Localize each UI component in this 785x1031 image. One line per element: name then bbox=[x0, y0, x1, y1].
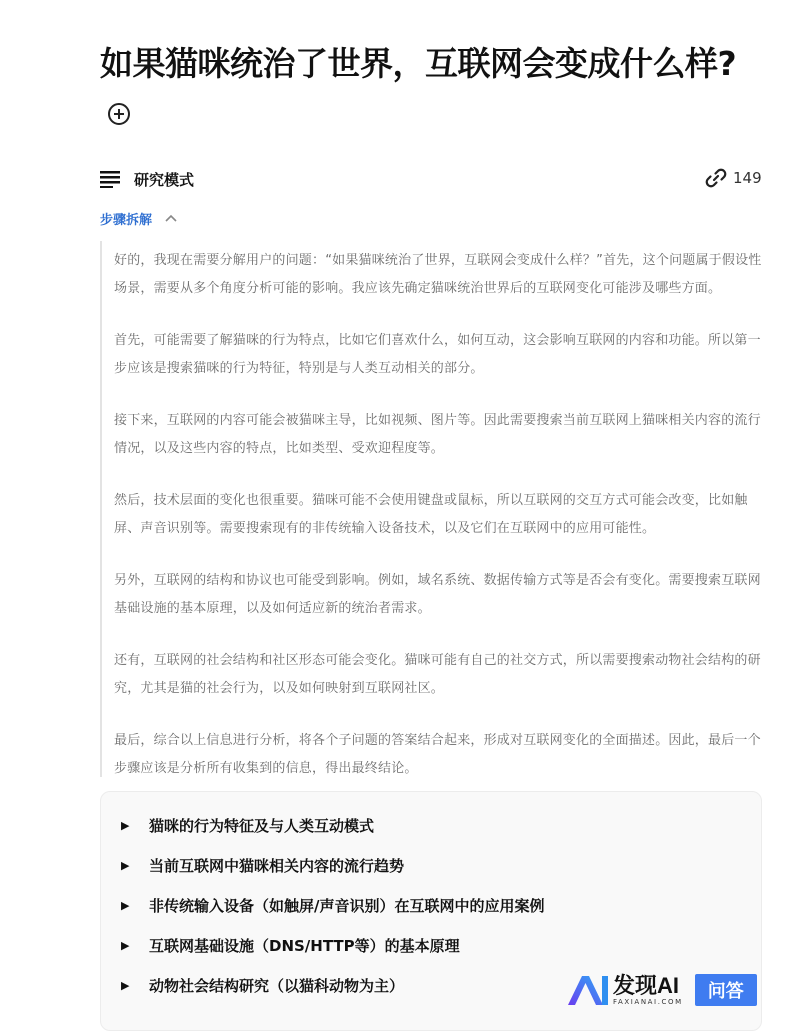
topic-label: 当前互联网中猫咪相关内容的流行趋势 bbox=[149, 856, 405, 875]
step-paragraph: 然后，技术层面的变化也很重要。猫咪可能不会使用键盘或鼠标，所以互联网的交互方式可能会改变，比如触屏、声音识别等。需要搜索现有的非传统输入设备技术，以及它们在互联网中的应用可能性。 bbox=[114, 493, 748, 536]
step-paragraph: 好的，我现在需要分解用户的问题：“如果猫咪统治了世界，互联网会变成什么样？”首先，这个问题属于假设性场景，需要从多个角度分析可能的影响。我应该先确定猫咪统治世界后的互联网变化可能涉及哪些方面。 bbox=[114, 253, 762, 296]
topic-item[interactable] bbox=[121, 813, 374, 837]
topic-item[interactable] bbox=[121, 893, 544, 917]
watermark-domain: FAXIANAI.COM bbox=[613, 997, 683, 1006]
topic-item[interactable] bbox=[121, 933, 460, 957]
menu-lines-icon bbox=[100, 168, 122, 190]
add-button[interactable] bbox=[106, 101, 132, 127]
caret-right-icon: ▶ bbox=[121, 858, 130, 872]
step-paragraph: 另外，互联网的结构和协议也可能受到影响。例如，域名系统、数据传输方式等是否会有变化。需要搜索互联网基础设施的基本原理，以及如何适应新的统治者需求。 bbox=[114, 573, 761, 616]
link-icon bbox=[703, 165, 729, 191]
step-paragraph: 接下来，互联网的内容可能会被猫咪主导，比如视频、图片等。因此需要搜索当前互联网上猫咪相关内容的流行情况，以及这些内容的特点，比如类型、受欢迎程度等。 bbox=[114, 413, 761, 456]
sources-link-button[interactable] bbox=[703, 164, 762, 192]
research-mode-label: 研究模式 bbox=[134, 170, 195, 189]
plus-circle-icon bbox=[107, 102, 131, 126]
topic-label: 互联网基础设施（DNS/HTTP等）的基本原理 bbox=[149, 936, 460, 955]
topic-item[interactable] bbox=[121, 853, 404, 877]
caret-right-icon: ▶ bbox=[121, 978, 130, 992]
caret-right-icon: ▶ bbox=[121, 818, 130, 832]
sources-count: 149 bbox=[733, 169, 762, 187]
steps-breakdown-panel bbox=[100, 241, 762, 777]
chevron-up-icon bbox=[164, 211, 178, 225]
brand-logo-icon bbox=[566, 973, 610, 1007]
watermark-badge: 问答 bbox=[695, 974, 757, 1006]
topic-label: 猫咪的行为特征及与人类互动模式 bbox=[149, 816, 375, 835]
step-paragraph: 最后，综合以上信息进行分析，将各个子问题的答案结合起来，形成对互联网变化的全面描述。因此，最后一个步骤应该是分析所有收集到的信息，得出最终结论。 bbox=[114, 733, 761, 776]
step-paragraph: 还有，互联网的社会结构和社区形态可能会变化。猫咪可能有自己的社交方式，所以需要搜索动物社会结构的研究，尤其是猫的社会行为，以及如何映射到互联网社区。 bbox=[114, 653, 761, 696]
steps-breakdown-label: 步骤拆解 bbox=[100, 212, 153, 228]
research-mode-indicator bbox=[100, 166, 194, 192]
steps-breakdown-toggle[interactable] bbox=[100, 207, 178, 229]
caret-right-icon: ▶ bbox=[121, 938, 130, 952]
step-paragraph: 首先，可能需要了解猫咪的行为特点，比如它们喜欢什么，如何互动，这会影响互联网的内容和功能。所以第一步应该是搜索猫咪的行为特征，特别是与人类互动相关的部分。 bbox=[114, 333, 761, 376]
topic-label: 动物社会结构研究（以猫科动物为主） bbox=[149, 976, 405, 995]
topic-label: 非传统输入设备（如触屏/声音识别）在互联网中的应用案例 bbox=[149, 896, 545, 915]
page-title: 如果猫咪统治了世界，互联网会变成什么样? bbox=[100, 44, 737, 83]
watermark-brand: 发现AI bbox=[613, 972, 680, 998]
caret-right-icon: ▶ bbox=[121, 898, 130, 912]
watermark bbox=[566, 971, 772, 1009]
topic-item[interactable] bbox=[121, 973, 404, 997]
